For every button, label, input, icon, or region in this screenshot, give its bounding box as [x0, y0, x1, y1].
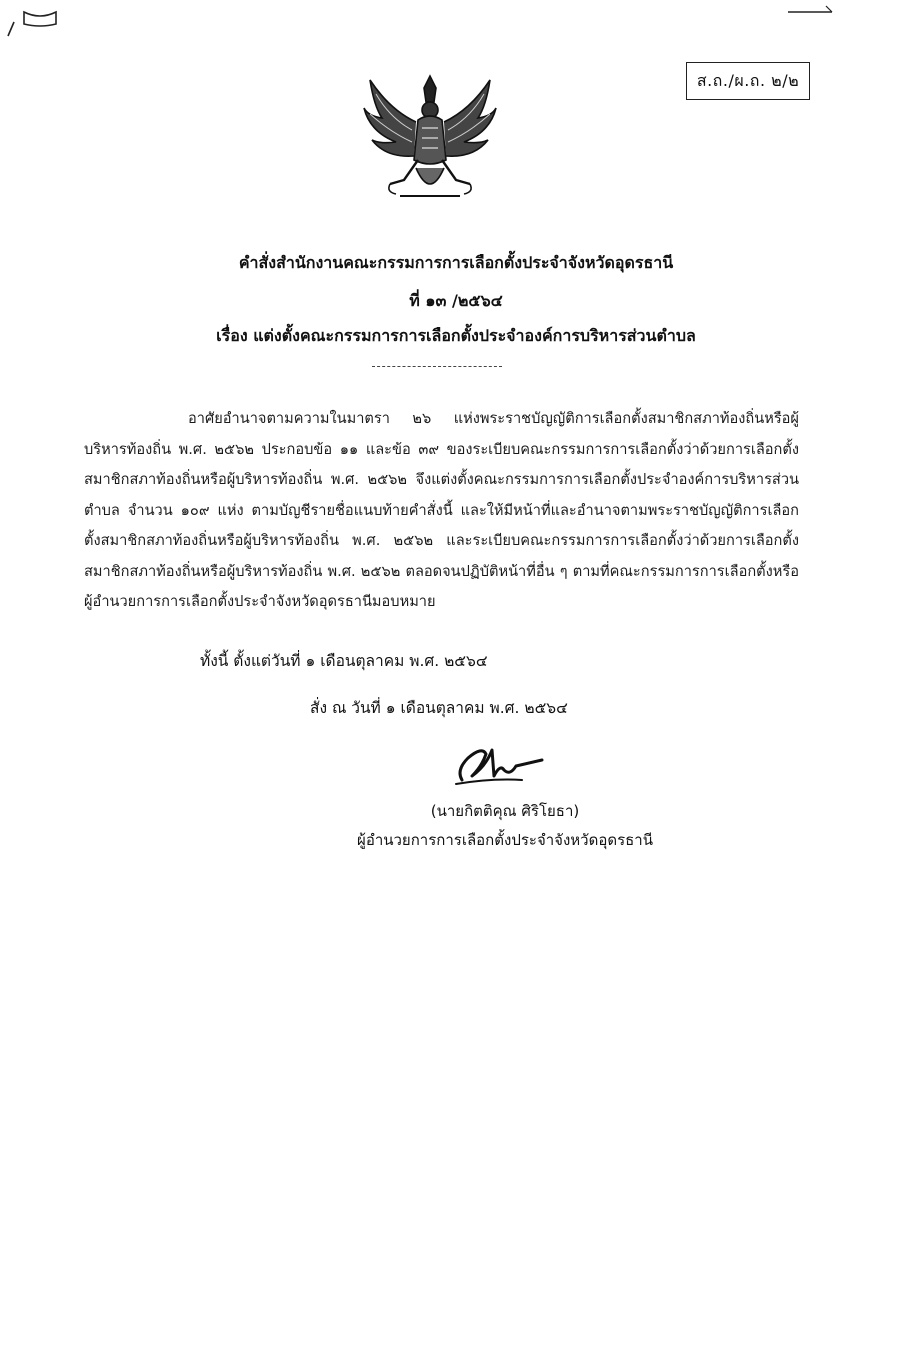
effective-date: ทั้งนี้ ตั้งแต่วันที่ ๑ เดือนตุลาคม พ.ศ. ๒๕๖๔ [200, 652, 488, 670]
order-body: อาศัยอำนาจตามความในมาตรา ๒๖ แห่งพระราชบัญญัติการเลือกตั้งสมาชิกสภาท้องถิ่นหรือผู้บริหารท้องถิ่น พ.ศ. ๒๕๖๒ ประกอบข้อ ๑๑ และข้อ ๓๙ ของระเบียบคณะกรรมการการเลือกตั้งว่าด้วยการเลือกตั้งสมาชิกสภาท้องถิ่นหรือผู้บริหารท้องถิ่น พ.ศ. ๒๕๖๒ จึงแต่งตั้งคณะกรรมการการเลือกตั้งประจำองค์การบริหารส่วนตำบล จำนวน ๑๐๙ แห่ง ตามบัญชีรายชื่อแนบท้ายคำสั่งนี้ และให้มีหน้าที่และอำนาจตามพระราชบัญญัติการเลือกตั้งสมาชิกสภาท้องถิ่นหรือผู้บริหารท้องถิ่น พ.ศ. ๒๕๖๒ และระเบียบคณะกรรมการการเลือกตั้งว่าด้วยการเลือกตั้งสมาชิกสภาท้องถิ่นหรือผู้บริหารท้องถิ่น พ.ศ. ๒๕๖๒ ตลอดจนปฏิบัติหน้าที่อื่น ๆ ตามที่คณะกรรมการการเลือกตั้งหรือผู้อำนวยการการเลือกตั้งประจำจังหวัดอุดรธานีมอบหมาย [84, 410, 799, 610]
order-subject: เรื่อง แต่งตั้งคณะกรรมการการเลือกตั้งประจำองค์การบริหารส่วนตำบล [216, 326, 696, 345]
signer-name: (นายกิตติคุณ ศิริโยธา) [430, 802, 580, 820]
title-separator [372, 366, 502, 367]
order-number: ที่ ๑๓ /๒๕๖๔ [409, 291, 503, 310]
handwritten-signature-icon [452, 740, 552, 788]
order-date: สั่ง ณ วันที่ ๑ เดือนตุลาคม พ.ศ. ๒๕๖๔ [310, 699, 568, 717]
order-title: คำสั่งสำนักงานคณะกรรมการการเลือกตั้งประจำจังหวัดอุดรธานี [238, 253, 674, 272]
scan-edge-marks [0, 0, 912, 40]
reference-code: ส.ถ./ผ.ถ. ๒/๒ [686, 62, 810, 100]
signer-title: ผู้อำนวยการการเลือกตั้งประจำจังหวัดอุดรธานี [357, 831, 653, 849]
garuda-emblem-icon [360, 72, 500, 202]
